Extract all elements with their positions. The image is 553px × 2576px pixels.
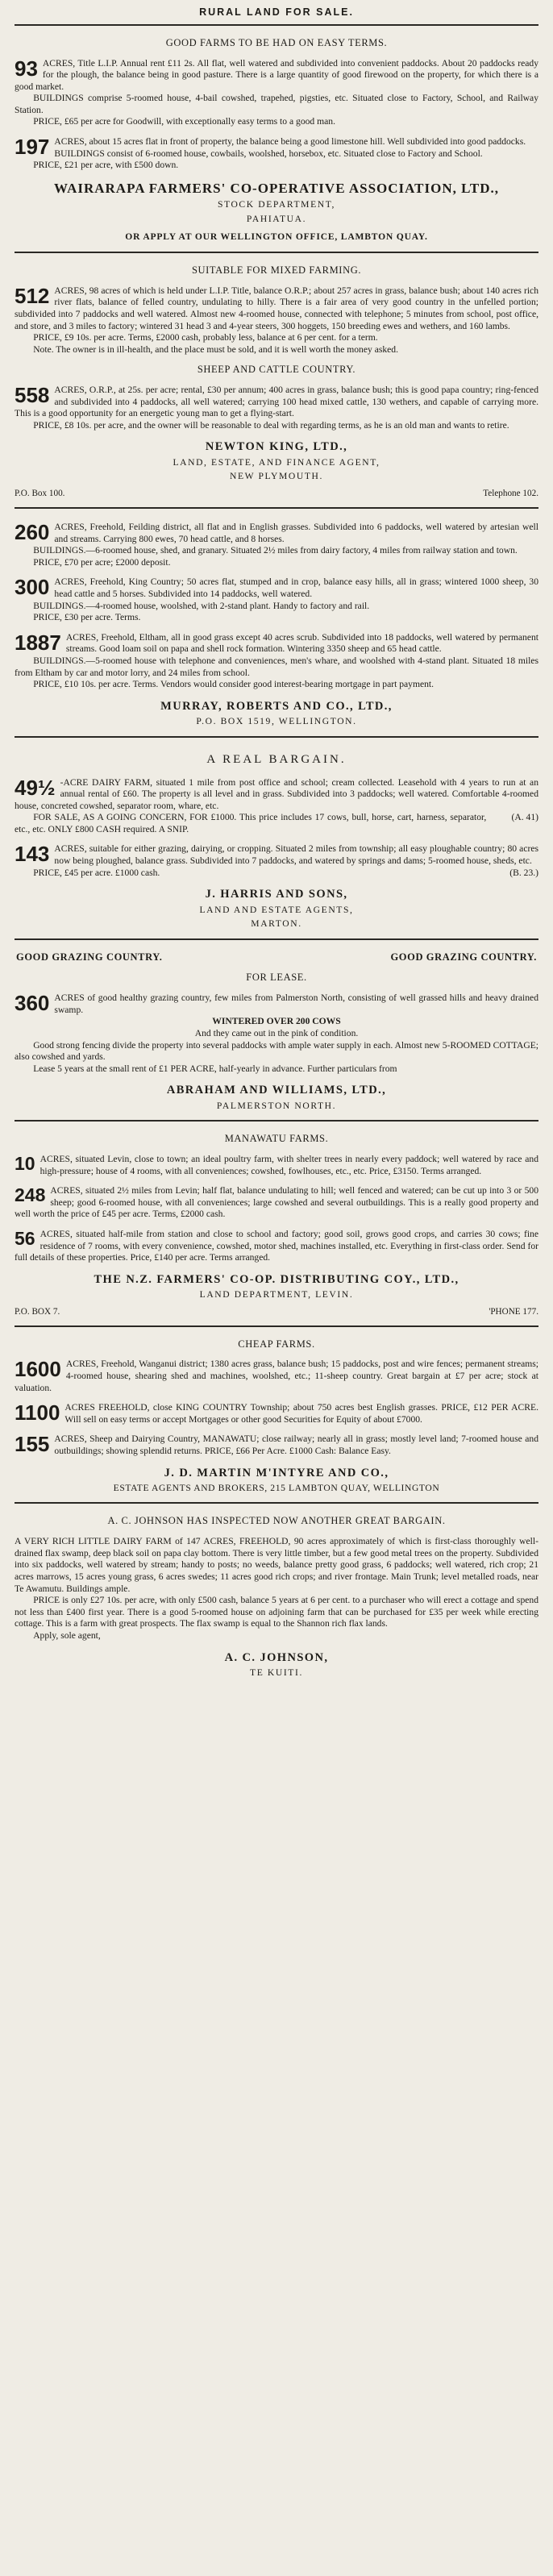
listing-acreage: 56 [15, 1227, 35, 1249]
agent-block [15, 1650, 538, 1679]
listing-buildings: BUILDINGS.—5-roomed house with telephone and conveniences, men's whare, and woolshed with 4-stand plant. Situated 18 miles from Eltham by car and motor lorry, and 24 miles from school. [15, 655, 538, 678]
listing-558-acres [15, 385, 538, 431]
listing-49-acre-dairy [15, 777, 538, 836]
listing-buildings: BUILDINGS.—4-roomed house, woolshed, with 2-stand plant. Handy to factory and rail. [33, 600, 370, 611]
agent-name: THE N.Z. FARMERS' CO-OP. DISTRIBUTING COY., LTD., [94, 1272, 459, 1286]
ad-heading: A REAL BARGAIN. [206, 752, 347, 766]
listing-body: Good strong fencing divide the property into several paddocks with ample water supply in each. Almost new 5-ROOMED COTTAGE; also cowshed and yards. [15, 1039, 538, 1063]
ad-heading: SUITABLE FOR MIXED FARMING. [191, 264, 362, 277]
ad-heading-left: GOOD GRAZING COUNTRY. [16, 951, 163, 963]
ad-heading: GOOD FARMS TO BE HAD ON EASY TERMS. [165, 36, 388, 48]
listing-price: PRICE, £70 per acre; £2000 deposit. [33, 556, 171, 568]
listing-price: PRICE, £10 10s. per acre. Terms. Vendors would consider good interest-bearing mortgage in part payment. [33, 679, 434, 690]
ad-heading: A. C. JOHNSON HAS INSPECTED NOW ANOTHER GREAT BARGAIN. [107, 1515, 446, 1527]
ad-j-harris [15, 738, 538, 940]
agent-name: ABRAHAM AND WILLIAMS, LTD., [166, 1084, 387, 1097]
listing-acreage: 49½ [15, 775, 56, 800]
ad-martin-mintyre [15, 1327, 538, 1504]
ad-heading: CHEAP FARMS. [238, 1338, 315, 1350]
listing-acreage: 558 [15, 383, 50, 408]
listing-note: Note. The owner is in ill-health, and the place must be sold, and it is well worth the money asked. [33, 343, 398, 355]
agent-block [15, 180, 538, 243]
po-box: P.O. Box 100. [15, 488, 65, 498]
telephone: 'PHONE 177. [489, 1306, 538, 1317]
listing-description: ACRES, Freehold, Wanganui district; 1380 acres grass, balance bush; 15 paddocks, post and wire fences; permanent streams; 4-roomed house, shearing shed and machines, woolshed, etc.; 11-sheep country. Great bargain at £7 per acre; stock at valuation. [15, 1359, 538, 1393]
agent-name: J. HARRIS AND SONS, [205, 888, 348, 901]
listing-sale-terms: (A. 41) FOR SALE, AS A GOING CONCERN, FOR £1000. This price includes 17 cows, bull, horse, cart, harness, separator, etc., etc. ONLY £800 CASH required. A SNIP. [15, 812, 538, 834]
listing-acreage: 360 [15, 991, 50, 1016]
agent-alternate-office: OR APPLY AT OUR WELLINGTON OFFICE, LAMBTON QUAY. [125, 231, 428, 243]
listing-description: ACRES, suitable for either grazing, dairying, or cropping. Situated 2 miles from township; all easy ploughable country; 80 acres now being ploughed, balance grass. Subdivided into 7 paddocks, and watered by springs and dams; 5-roomed house, sheds, etc. [54, 843, 538, 867]
listing-description: ACRES, situated Levin, close to town; an ideal poultry farm, with shelter trees in nearly every paddock; well watered by race and high-pressure; house of 4 rooms, with all conveniences; cowshed, fowlhouses, etc., etc. Price, £3150. Terms arranged. [40, 1153, 538, 1176]
agent-town: PALMERSTON NORTH. [216, 1100, 337, 1111]
agent-line: LAND, ESTATE, AND FINANCE AGENT, [173, 456, 380, 468]
agent-name: J. D. MARTIN M'INTYRE AND CO., [164, 1466, 389, 1479]
listing-acreage: 1887 [15, 630, 61, 655]
listing-price: PRICE is only £27 10s. per acre, with only £500 cash, balance 5 years at 6 per cent. to a purchaser who will erect a cottage and spend not less than £400 first year. There is a good 5-roomed house on adjoining farm that can be purchased for £35 per week while erecting cottage. This is a farm with great prospects. The flax swamp is equal to the Shannon rich flax lands. [15, 1595, 538, 1629]
listing-description: ACRES, Freehold, Eltham, all in good grass except 40 acres scrub. Subdivided into 18 paddocks, well watered by permanent streams. Good loam soil on papa and shell rock formation. Wintering 3350 sheep and 65 head cattle. [65, 631, 538, 655]
listing-acreage: 155 [15, 1432, 50, 1457]
listing-155-acres [15, 1434, 538, 1457]
agent-name: A. C. JOHNSON, [224, 1650, 329, 1664]
ad-abraham-williams [15, 940, 538, 1122]
ad-nz-farmers-coop [15, 1122, 538, 1326]
newspaper-page [15, 0, 538, 1703]
listing-buildings: BUILDINGS.—6-roomed house, shed, and granary. Situated 2½ miles from dairy factory, 4 miles from railway station and town. [33, 545, 518, 556]
listing-300-acres [15, 576, 538, 623]
listing-acreage: 300 [15, 575, 50, 600]
listing-description: ACRES of good healthy grazing country, few miles from Palmerston North, consisting of well grassed hills and heavy drained swamp. [54, 993, 538, 1015]
listing-description: ACRES, about 15 acres flat in front of property, the balance being a good limestone hill. Well subdivided into good paddocks. [54, 136, 526, 148]
listing-description: ACRES, Freehold, King Country; 50 acres flat, stumped and in crop, balance easy hills, all in grass; wintered 1000 sheep, 30 head cattle and 5 horses. Subdivided into 14 paddocks, well watered. [54, 576, 538, 599]
listing-highlight-note: And they came out in the pink of condition. [194, 1027, 359, 1038]
agent-block [15, 439, 538, 482]
listing-lease: Lease 5 years at the small rent of £1 PER ACRE, half-yearly in advance. Further particulars from [33, 1063, 397, 1074]
ad-wairarapa-farmers [15, 26, 538, 253]
listing-price: PRICE, £9 10s. per acre. Terms, £2000 cash, probably less, balance at 6 per cent. for a term. [33, 332, 378, 343]
listing-description: ACRES, Freehold, Feilding district, all flat and in English grasses. Subdivided into 6 paddocks, well watered by artesian well and streams. Carrying 800 ewes, 70 head cattle, and 8 horses. [54, 522, 538, 544]
listing-147-acre-dairy [15, 1536, 538, 1642]
agent-block [15, 887, 538, 930]
ad-heading-row [15, 951, 538, 964]
listing-description: ACRES, Title L.I.P. Annual rent £11 2s. All flat, well watered and subdivided into convenient paddocks. About 20 paddocks ready for the plough, the balance being in good pasture. There is a large quantity of good firewood on the property, for which there is a good market. [15, 57, 538, 92]
listing-360-acres [15, 993, 538, 1075]
ad-subheading: FOR LEASE. [246, 972, 307, 984]
listing-1887-acres [15, 632, 538, 691]
listing-197-acres [15, 136, 538, 172]
listing-93-acres [15, 58, 538, 129]
listing-acreage: 1600 [15, 1357, 61, 1382]
listing-10-acres [15, 1154, 538, 1177]
listing-description: ACRES, 98 acres of which is held under L.I.P. Title, balance O.R.P.; about 257 acres in grass, balance bush; about 140 acres rich river flats, balance of felled country, undulating to hilly. There is a fair area of very good country in the unfelled portion; subdivided into 7 paddocks and well watered. Almost new 4-roomed house, connected with telephone; 5 minutes from school, post office, and store, and 3 miles to factory; wintered 31 head 3 and 4-year steers, 300 hoggets, 150 breeding ewes and wethers, and 160 lambs. [15, 285, 538, 331]
agent-line: P.O. BOX 1519, WELLINGTON. [196, 716, 357, 727]
ad-subheading: SHEEP AND CATTLE COUNTRY. [197, 364, 356, 376]
agent-block [15, 1083, 538, 1112]
listing-1600-acres [15, 1359, 538, 1394]
listing-description: ACRES FREEHOLD, close KING COUNTRY Township; about 750 acres best English grasses. PRICE, £12 PER ACRE. Will sell on easy terms or accept Mortgages or other good Securities for Equity of about £7000. [64, 1402, 538, 1425]
agent-name: NEWTON KING, LTD., [205, 440, 348, 454]
listing-description: ACRES, situated half-mile from station and close to school and factory; good soil, grows good crops, and carries 30 cows; fine residence of 7 rooms, with every convenience, cowshed, motor shed, machines installed, etc. Everything in first-class order. Send for full details of these properties. Price, £140 per acre. Terms arranged. [15, 1228, 538, 1263]
listing-buildings: BUILDINGS consist of 6-roomed house, cowbails, woolshed, horsebox, etc. Situated close to Factory and School. [54, 148, 483, 159]
ad-heading: MANAWATU FARMS. [224, 1133, 329, 1145]
listing-price: PRICE, £65 per acre for Goodwill, with exceptionally easy terms to a good man. [33, 116, 335, 127]
listing-acreage: 197 [15, 135, 50, 160]
agent-block [15, 699, 538, 728]
agent-block [15, 1466, 538, 1495]
listing-acreage: 143 [15, 842, 50, 867]
listing-description: ACRES, O.R.P., at 25s. per acre; rental, £30 per annum; 400 acres in grass, balance bush; this is good papa country; ring-fenced and subdivided into 4 paddocks, all well watered; carrying 100 head mixed cattle, 130 wethers, and capable of carrying more. This is a good opportunity for an energetic young man to get a flying-start. [15, 385, 538, 419]
listing-acreage: 260 [15, 520, 50, 545]
listing-price: PRICE, £30 per acre. Terms. [33, 612, 141, 623]
listing-description: -ACRE DAIRY FARM, situated 1 mile from post office and school; cream collected. Leasehold with 4 years to run at an annual rental of £60. The property is all level and in grass. Subdivided into 3 paddocks; well watered. Comfortable 4-roomed house, concreted cowshed, separator room, whare, etc. [15, 776, 538, 811]
contact-row [15, 1306, 538, 1317]
agent-town: NEW PLYMOUTH. [229, 471, 324, 482]
agent-town: PAHIATUA. [246, 213, 307, 224]
agent-line: LAND DEPARTMENT, LEVIN. [199, 1288, 354, 1300]
listing-acreage: 10 [15, 1152, 35, 1174]
listing-apply: Apply, sole agent, [33, 1629, 101, 1641]
listing-acreage: 512 [15, 283, 50, 308]
listing-ref: (B. 23.) [509, 867, 538, 878]
telephone: Telephone 102. [483, 488, 538, 498]
listing-56-acres [15, 1229, 538, 1264]
listing-buildings: BUILDINGS comprise 5-roomed house, 4-bail cowshed, trapehed, pigsties, etc. Situated close to Factory, School, and Railway Station. [15, 93, 538, 115]
ad-murray-roberts [15, 509, 538, 738]
ad-newton-king [15, 253, 538, 509]
agent-name: WAIRARAPA FARMERS' CO-OPERATIVE ASSOCIATION, LTD., [53, 180, 500, 196]
listing-1100-acres [15, 1402, 538, 1425]
listing-acreage: 1100 [15, 1400, 60, 1425]
agent-line: LAND AND ESTATE AGENTS, [199, 904, 354, 915]
listing-description: ACRES, Sheep and Dairying Country, MANAWATU; close railway; nearly all in grass; mostly level land; 7-roomed house and outbuildings; showing splendid returns. PRICE, £66 Per Acre. £1000 Cash: Balance Easy. [54, 1434, 538, 1456]
listing-highlight: WINTERED OVER 200 COWS [212, 1016, 341, 1027]
ad-ac-johnson [15, 1504, 538, 1687]
agent-line: ESTATE AGENTS AND BROKERS, 215 LAMBTON QUAY, WELLINGTON [113, 1482, 440, 1493]
listing-price: PRICE, £21 per acre, with £500 down. [33, 160, 179, 171]
agent-town: MARTON. [251, 918, 302, 930]
listing-512-acres [15, 285, 538, 356]
ad-heading-right: GOOD GRAZING COUNTRY. [390, 951, 537, 963]
agent-town: TE KUITI. [250, 1667, 303, 1678]
listing-price: (B. 23.) PRICE, £45 per acre. £1000 cash. [33, 867, 538, 878]
agent-department: STOCK DEPARTMENT, [217, 199, 336, 210]
listing-description: ACRES, situated 2½ miles from Levin; half flat, balance undulating to hill; well fenced and watered; can be cut up into 3 or 500 sheep; good 6-roomed house, with all conveniences; large cowshed and several outbuildings. This is a really good property and well worth the price of £45 per acre. Terms, £2000 cash. [15, 1185, 538, 1220]
agent-name: MURRAY, ROBERTS AND CO., LTD., [160, 699, 393, 713]
agent-block [15, 1272, 538, 1301]
po-box: P.O. BOX 7. [15, 1306, 60, 1317]
listing-143-acres [15, 843, 538, 879]
masthead: RURAL LAND FOR SALE. [15, 3, 538, 26]
listing-description: A VERY RICH LITTLE DAIRY FARM of 147 ACRES, FREEHOLD, 90 acres approximately of which is first-class thoroughly well-drained flax swamp, deep black soil on papa clay bottom. There is very little timber, but a few good metal trees on the property. Subdivided into six paddocks, well watered by stream; handy to posts; no weeds, balance pretty good grass, 6 paddocks; well watered, rich crop; 21 acres marrows, 15 acres young grass, 6 acres swedes; 11 acres good rich crops; and river frontage. Main Trunk; level metalled roads, near Te Awamutu. Buildings ample. [15, 1536, 538, 1594]
listing-248-acres [15, 1185, 538, 1221]
listing-acreage: 93 [15, 56, 38, 81]
listing-260-acres [15, 522, 538, 568]
listing-ref: (A. 41) [511, 812, 538, 823]
listing-acreage: 248 [15, 1184, 46, 1206]
contact-row [15, 488, 538, 499]
listing-price: PRICE, £8 10s. per acre, and the owner will be reasonable to deal with regarding terms, as he is an old man and wants to retire. [33, 419, 509, 431]
